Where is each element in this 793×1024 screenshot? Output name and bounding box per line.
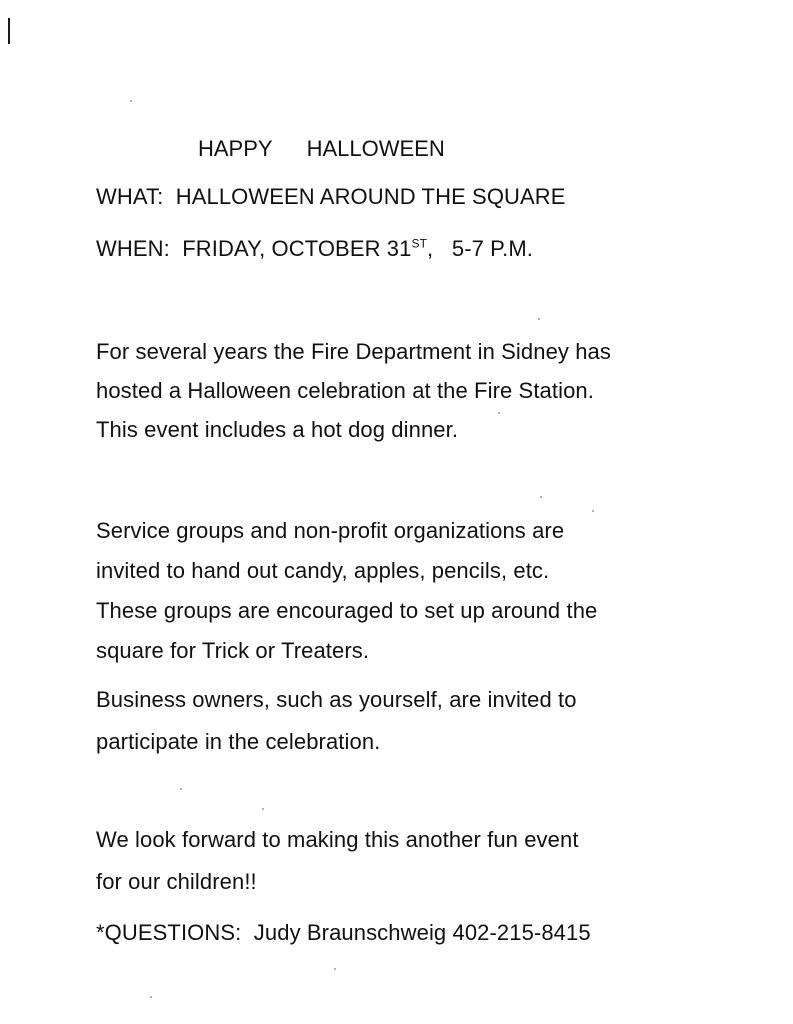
paragraph-2-line-3: These groups are encouraged to set up around the	[96, 598, 598, 623]
scan-edge-mark	[8, 18, 10, 44]
paragraph-1-line-3: This event includes a hot dog dinner.	[96, 417, 459, 442]
what-line	[96, 184, 566, 210]
paragraph-1-line-1: For several years the Fire Department in Sidney has	[96, 339, 611, 364]
scan-speck	[150, 996, 152, 998]
questions-label: *QUESTIONS:	[96, 920, 242, 945]
when-time: 5-7 P.M.	[451, 236, 533, 261]
scan-speck	[538, 318, 540, 320]
scan-speck	[180, 788, 182, 790]
paragraph-3-line-2: participate in the celebration.	[96, 729, 381, 754]
when-line	[96, 236, 533, 262]
heading-word-halloween: HALLOWEEN	[306, 136, 445, 161]
when-date-comma: ,	[427, 236, 434, 261]
when-date-suffix: ST	[411, 236, 428, 251]
paragraph-2-line-4: square for Trick or Treaters.	[96, 638, 370, 663]
paragraph-4-line-2: for our children!!	[96, 869, 257, 894]
paragraph-4-line-1: We look forward to making this another fun event	[96, 827, 579, 852]
when-label: WHEN:	[96, 236, 170, 261]
paragraph-3-line-1: Business owners, such as yourself, are invited to	[96, 687, 577, 712]
paragraph-2-line-2: invited to hand out candy, apples, pencils, etc.	[96, 558, 550, 583]
scan-speck	[262, 808, 264, 810]
when-date: FRIDAY, OCTOBER 31	[182, 236, 412, 261]
scan-speck	[592, 510, 594, 512]
what-label: WHAT:	[96, 184, 164, 209]
paragraph-1-line-2: hosted a Halloween celebration at the Fire Station.	[96, 378, 594, 403]
scan-speck	[130, 100, 132, 102]
what-value: HALLOWEEN AROUND THE SQUARE	[175, 184, 566, 209]
scan-speck	[498, 412, 500, 414]
questions-contact: Judy Braunschweig 402-215-8415	[253, 920, 591, 945]
scan-speck	[540, 496, 542, 498]
questions-line	[96, 920, 591, 946]
flyer-heading	[198, 136, 445, 162]
paragraph-2-line-1: Service groups and non-profit organizations are	[96, 518, 565, 543]
heading-word-happy: HAPPY	[198, 136, 273, 161]
scan-speck	[334, 968, 336, 970]
